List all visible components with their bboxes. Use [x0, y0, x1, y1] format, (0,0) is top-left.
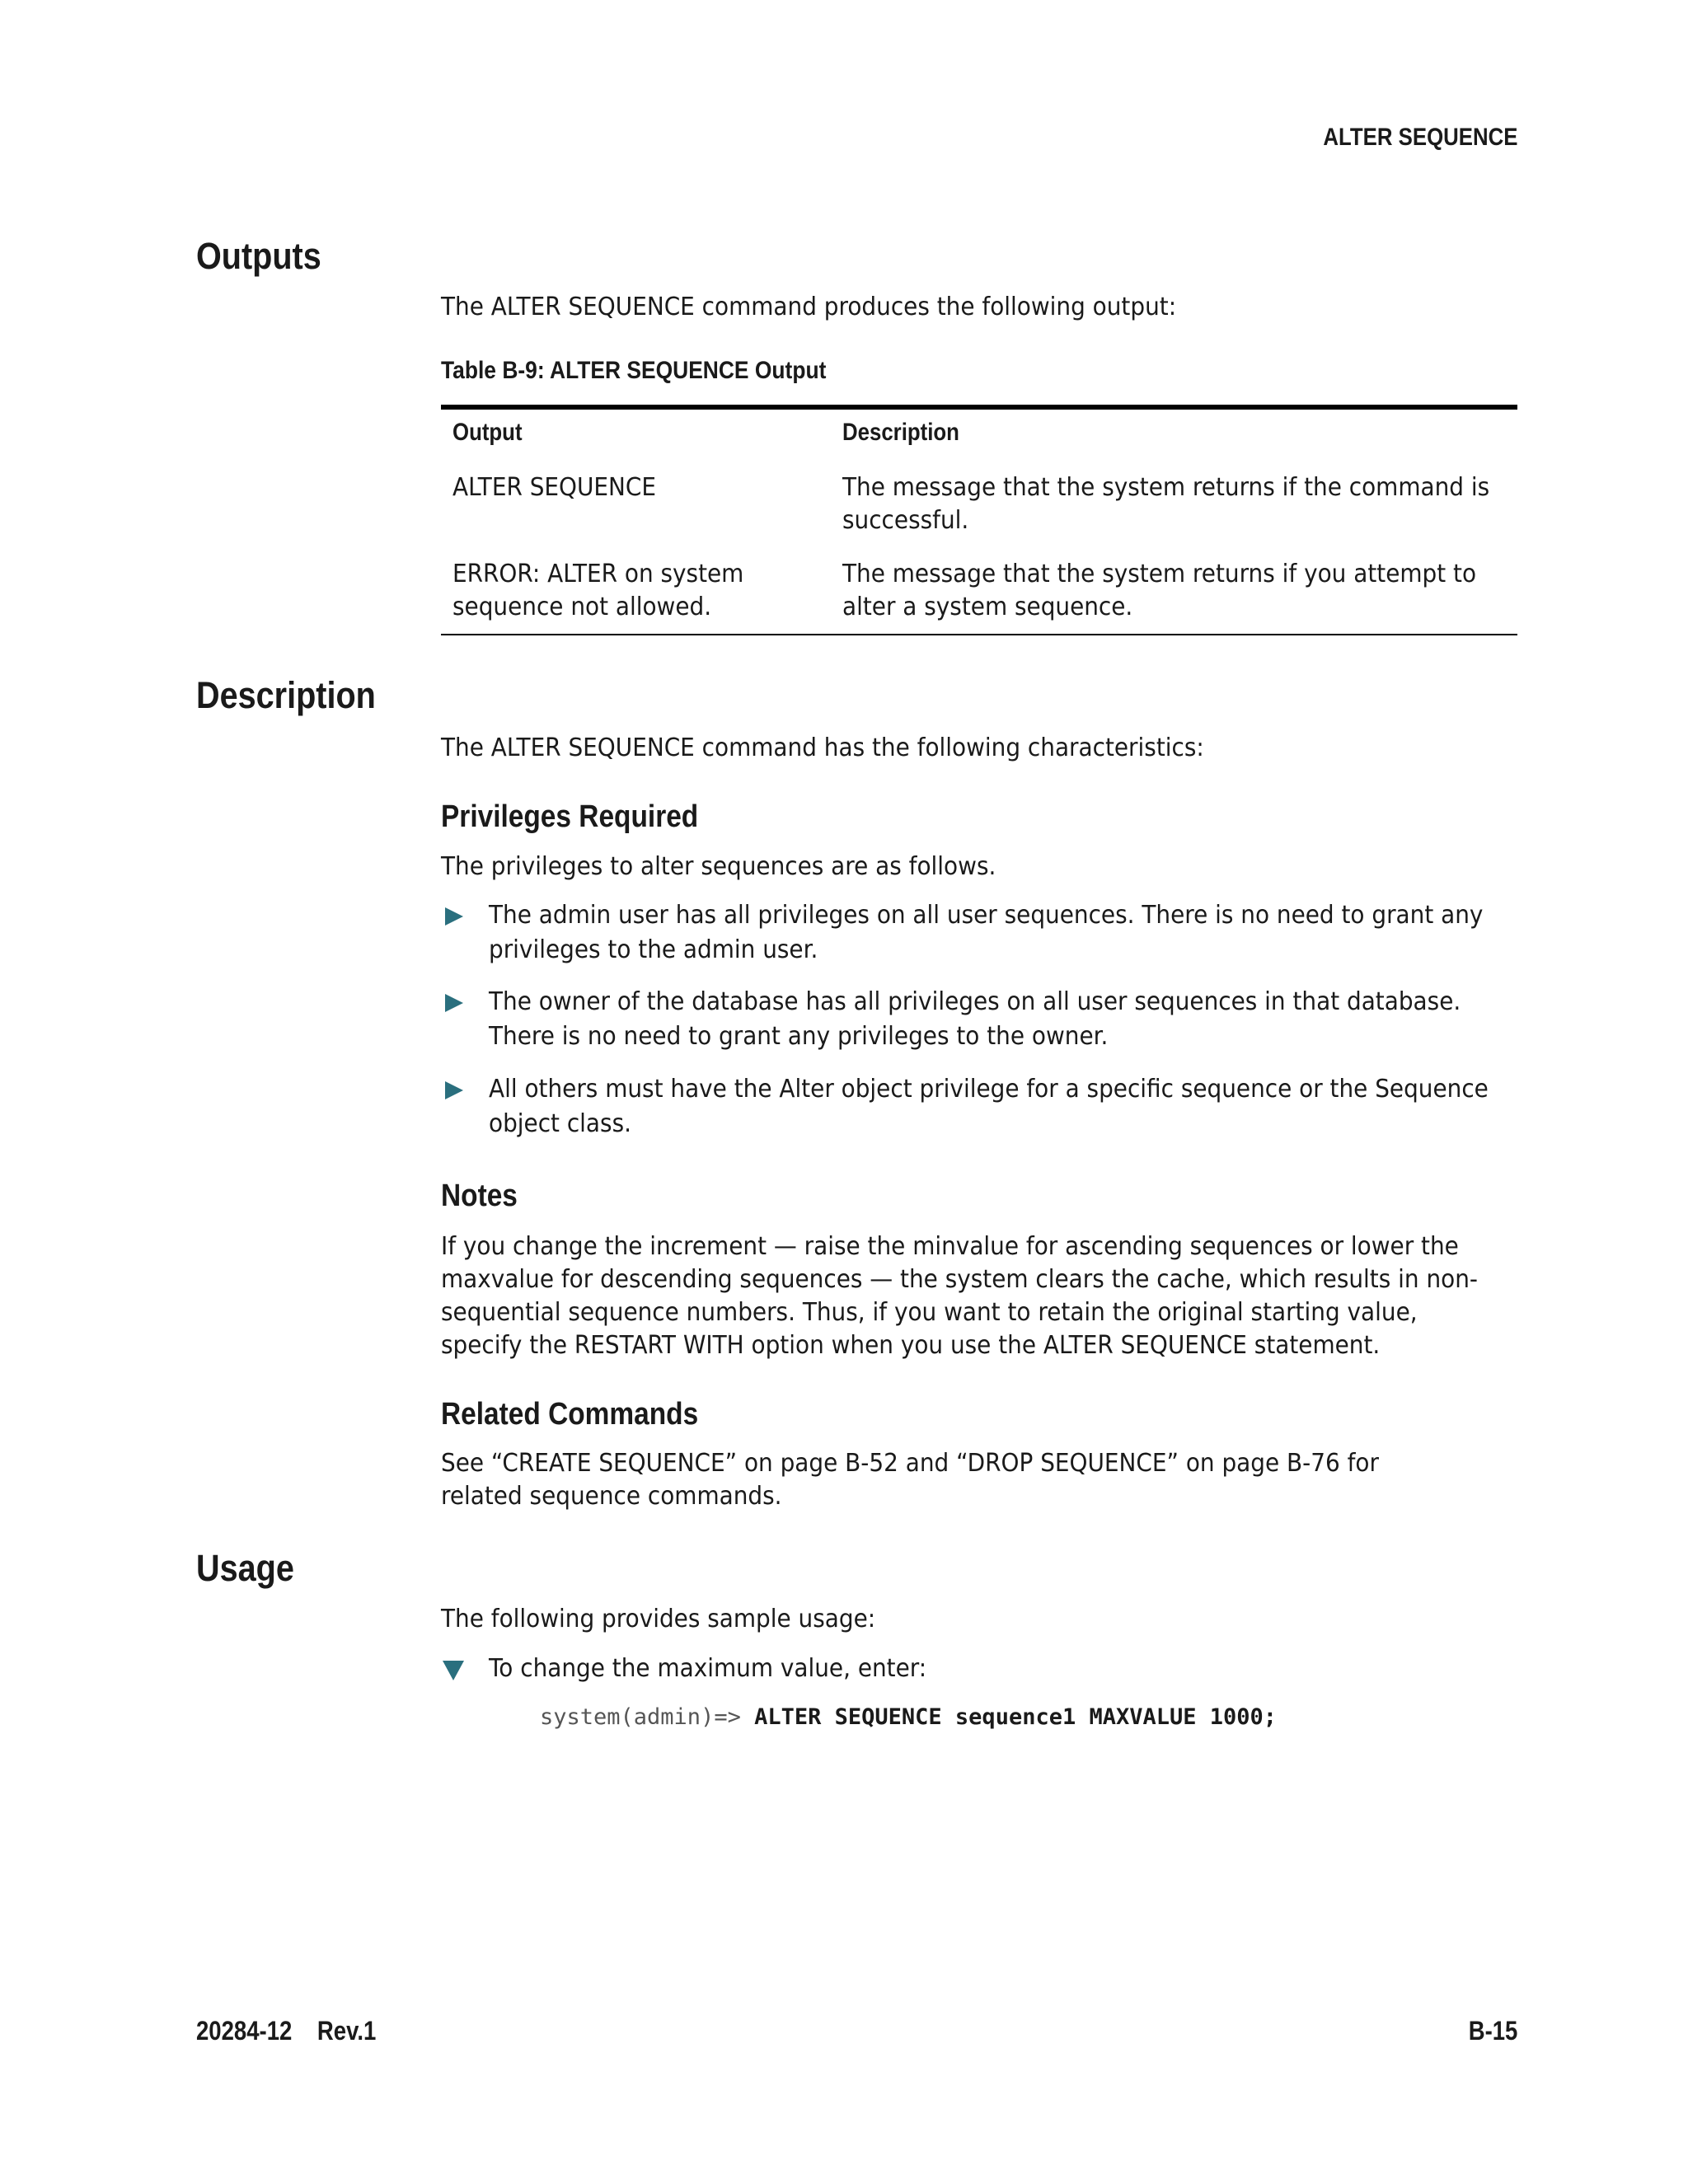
table-top-rule: [441, 405, 1517, 410]
code-sample: [540, 1704, 1277, 1730]
table-header-output: Output: [452, 419, 523, 446]
table-caption: Table B-9: ALTER SEQUENCE Output: [441, 357, 827, 384]
table-bottom-rule: [441, 634, 1517, 635]
section-heading-outputs: Outputs: [196, 235, 321, 277]
triangle-bullet-icon: [445, 994, 463, 1012]
footer-page-number: B-15: [1468, 2016, 1517, 2046]
triangle-down-bullet-icon: [443, 1661, 464, 1680]
running-header-title: ALTER SEQUENCE: [1322, 124, 1517, 151]
section-heading-description: Description: [196, 674, 376, 716]
privileges-bullet-1: The admin user has all privileges on all user sequences. There is no need to grant any privileges to the admin user.: [489, 901, 1484, 964]
usage-step: To change the maximum value, enter:: [489, 1654, 927, 1683]
code-command: ALTER SEQUENCE sequence1 MAXVALUE 1000;: [754, 1704, 1278, 1730]
outputs-intro: The ALTER SEQUENCE command produces the following output:: [441, 293, 1177, 321]
related-commands-paragraph: See “CREATE SEQUENCE” on page B-52 and “DROP SEQUENCE” on page B-76 for related sequence commands.: [441, 1449, 1379, 1511]
usage-intro: The following provides sample usage:: [441, 1605, 876, 1633]
privileges-bullet-3: All others must have the Alter object privilege for a specific sequence or the Sequence object class.: [489, 1075, 1489, 1138]
table-row-2-description: The message that the system returns if you attempt to alter a system sequence.: [842, 560, 1477, 621]
subheading-related-commands: Related Commands: [441, 1397, 699, 1432]
triangle-bullet-icon: [445, 907, 463, 926]
description-intro: The ALTER SEQUENCE command has the following characteristics:: [441, 733, 1204, 762]
subheading-privileges-required: Privileges Required: [441, 799, 699, 834]
subheading-notes: Notes: [441, 1179, 518, 1213]
section-heading-usage: Usage: [196, 1547, 294, 1589]
privileges-bullet-2: The owner of the database has all privileges on all user sequences in that database. There is no need to grant any privileges to the owner.: [489, 987, 1461, 1051]
privileges-intro: The privileges to alter sequences are as follows.: [441, 852, 996, 881]
footer-doc-id: 20284-12 Rev.1: [196, 2016, 377, 2046]
table-row-1-description: The message that the system returns if the command is successful.: [842, 473, 1490, 535]
triangle-bullet-icon: [445, 1081, 463, 1099]
table-header-description: Description: [842, 419, 959, 446]
notes-paragraph: If you change the increment — raise the minvalue for ascending sequences or lower the maxvalue for descending sequences — the system clears the cache, which results in non- sequential sequence numbers. Thus, if you want to retain the original starting value, specify the RESTART WITH option when you use the ALTER SEQUENCE statement.: [441, 1232, 1478, 1360]
code-prompt: system(admin)=>: [540, 1704, 755, 1730]
table-row-1-output: ALTER SEQUENCE: [452, 473, 657, 502]
table-row-2-output: ERROR: ALTER on system sequence not allowed.: [452, 560, 744, 621]
